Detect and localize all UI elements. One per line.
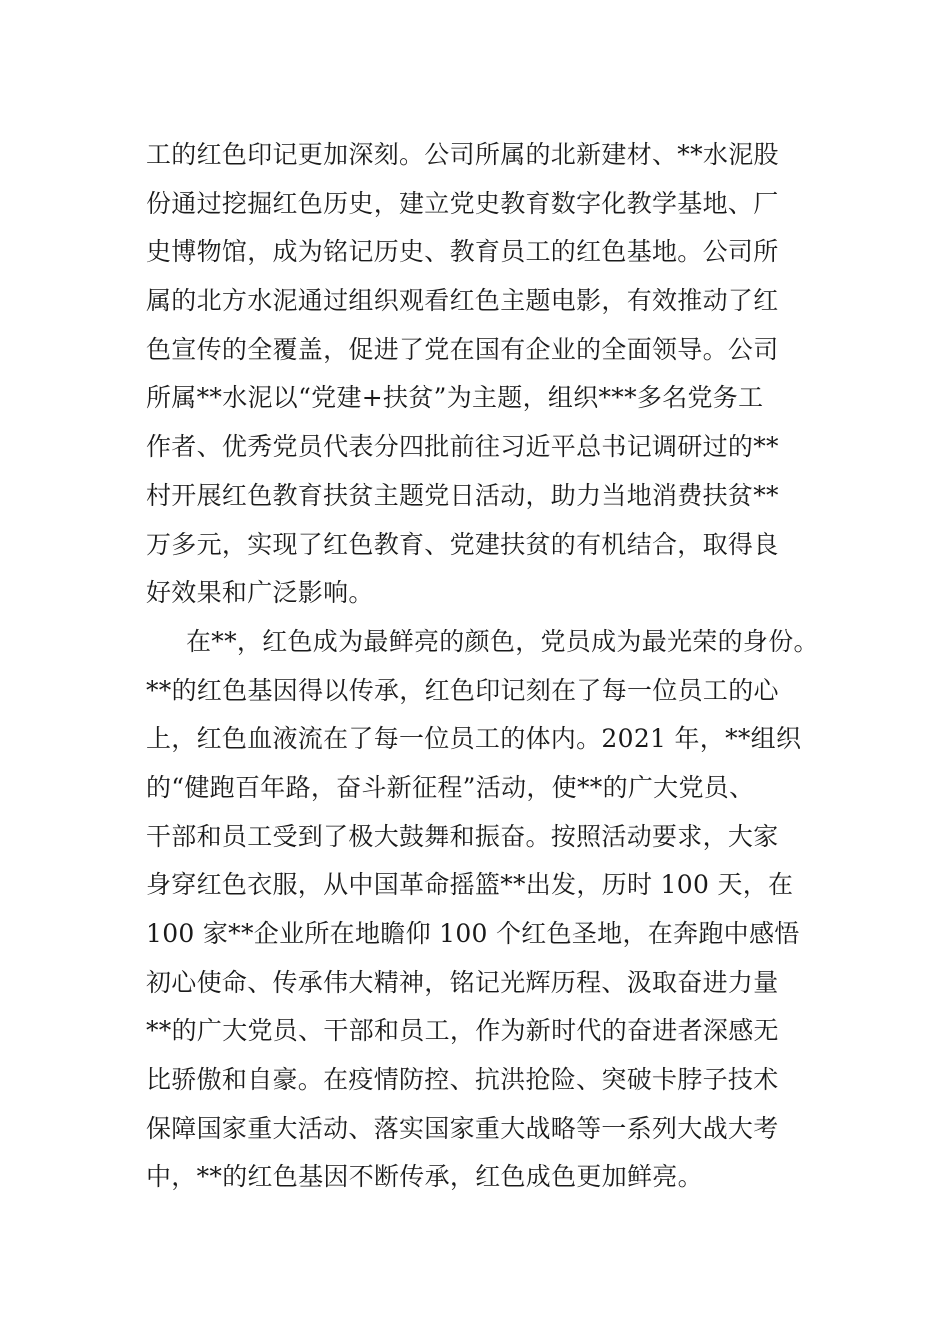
text-line: 100 家**企业所在地瞻仰 100 个红色圣地，在奔跑中感悟 [146, 919, 800, 948]
text-line: **的广大党员、干部和员工，作为新时代的奋进者深感无 [146, 1016, 779, 1046]
text-line: 保障国家重大活动、落实国家重大战略等一系列大战大考 [146, 1113, 779, 1143]
text-line: 史博物馆，成为铭记历史、教育员工的红色基地。公司所 [146, 237, 779, 267]
text-line: 的“健跑百年路，奋斗新征程”活动，使**的广大党员、 [146, 772, 755, 802]
text-line: 工的红色印记更加深刻。公司所属的北新建材、**水泥股 [146, 140, 779, 169]
text-line: 所属**水泥以“党建+扶贫”为主题，组织***多名党务工 [146, 383, 764, 413]
text-line: 色宣传的全覆盖，促进了党在国有企业的全面领导。公司 [146, 334, 779, 364]
text-line: 属的北方水泥通过组织观看红色主题电影，有效推动了红 [146, 286, 779, 316]
body-text [146, 131, 826, 1202]
text-line: 比骄傲和自豪。在疫情防控、抗洪抢险、突破卡脖子技术 [146, 1065, 779, 1095]
text-line: 干部和员工受到了极大鼓舞和振奋。按照活动要求，大家 [146, 821, 779, 851]
text-line: **的红色基因得以传承，红色印记刻在了每一位员工的心 [146, 675, 779, 705]
text-line: 村开展红色教育扶贫主题党日活动，助力当地消费扶贫** [146, 480, 779, 510]
text-line: 好效果和广泛影响。 [146, 578, 374, 608]
paragraph-1 [146, 131, 826, 618]
text-line: 在**，红色成为最鲜亮的颜色，党员成为最光荣的身份。 [186, 626, 819, 656]
text-line: 份通过挖掘红色历史，建立党史教育数字化教学基地、厂 [146, 188, 779, 218]
text-line: 作者、优秀党员代表分四批前往习近平总书记调研过的** [146, 432, 779, 462]
text-line: 中，**的红色基因不断传承，红色成色更加鲜亮。 [146, 1162, 703, 1192]
text-line: 万多元，实现了红色教育、党建扶贫的有机结合，取得良 [146, 529, 779, 559]
paragraph-2 [146, 618, 826, 1202]
text-line: 身穿红色衣服，从中国革命摇篮**出发，历时 100 天，在 [146, 870, 794, 900]
text-line: 上，红色血液流在了每一位员工的体内。2021 年，**组织 [146, 724, 802, 754]
text-line: 初心使命、传承伟大精神，铭记光辉历程、汲取奋进力量 [146, 967, 779, 997]
